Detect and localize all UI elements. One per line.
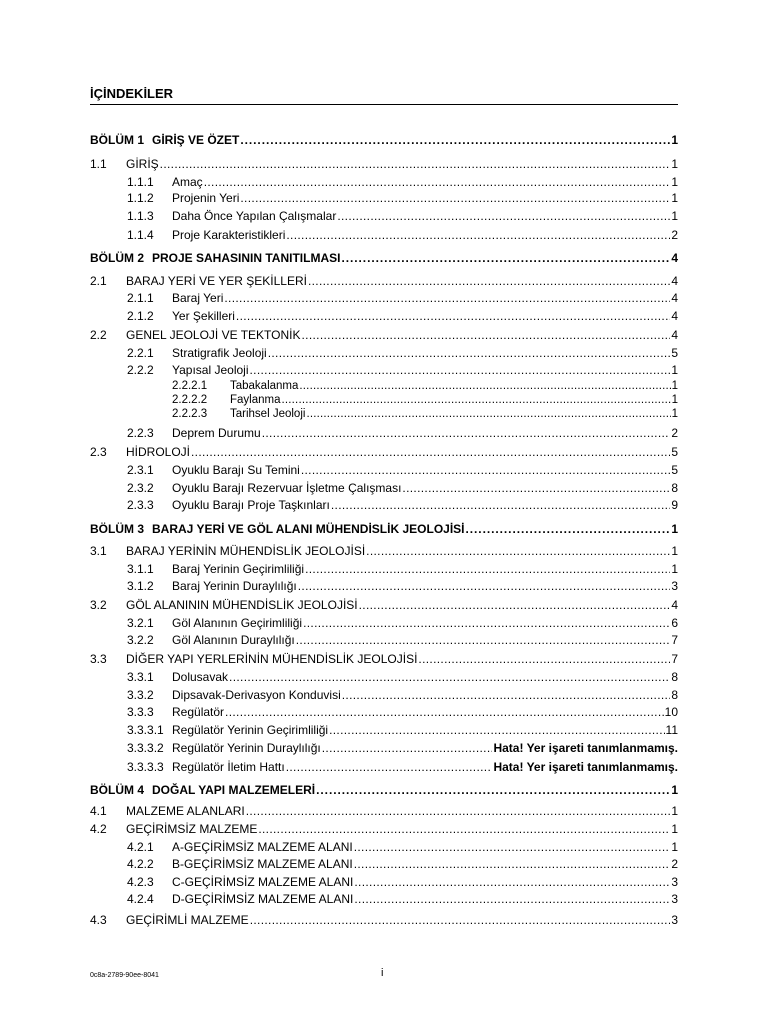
toc-entry-page: 1 (671, 191, 678, 205)
toc-entry-number: 2.2 (90, 328, 107, 342)
toc-entry-title: Baraj Yerinin Geçirimliliği (172, 562, 305, 576)
toc-entry-title: Göl Alanının Duraylılığı (172, 633, 295, 647)
toc-entry-page: 2 (671, 857, 678, 871)
toc-entry[interactable] (90, 327, 678, 343)
toc-entry-title: GEÇİRİMLİ MALZEME (126, 913, 249, 927)
toc-entry-page: 1 (671, 133, 678, 147)
dot-leader (225, 704, 664, 720)
toc-entry-title: DİĞER YAPI YERLERİNİN MÜHENDİSLİK JEOLOJİSİ (126, 652, 418, 666)
toc-entry[interactable] (90, 740, 678, 756)
toc-entry-page: 4 (671, 251, 678, 265)
dot-leader (402, 480, 670, 496)
toc-entry-title: PROJE SAHASININ TANITILMASI (152, 251, 341, 265)
toc-entry-page: 3 (671, 913, 678, 927)
dot-leader (366, 543, 670, 559)
toc-entry[interactable] (90, 856, 678, 872)
toc-entry[interactable] (90, 669, 678, 685)
title-rule (90, 104, 678, 105)
toc-entry-title: Dolusavak (172, 670, 229, 684)
toc-entry-page: 10 (664, 705, 678, 719)
dot-leader (250, 912, 671, 928)
toc-entry-page: 1 (671, 804, 678, 818)
dot-leader (191, 444, 670, 460)
toc-entry-number: 3.3.3.2 (127, 741, 164, 755)
toc-entry-number: 4.3 (90, 913, 107, 927)
toc-entry[interactable] (90, 803, 678, 819)
dot-leader (286, 227, 670, 243)
toc-entry[interactable] (90, 273, 678, 289)
toc-entry-title: Amaç (172, 175, 203, 189)
toc-entry[interactable] (90, 444, 678, 460)
toc-entry-title: Regülatör Yerinin Duraylılığı (172, 741, 321, 755)
toc-entry-page: 3 (671, 875, 678, 889)
toc-entry[interactable] (90, 912, 678, 928)
toc-entry-title: BARAJ YERİ VE GÖL ALANI MÜHENDİSLİK JEOLOJİSİ (152, 522, 465, 536)
toc-entry[interactable] (90, 759, 678, 775)
toc-entry[interactable] (90, 782, 678, 798)
toc-entry-title: Oyuklu Barajı Rezervuar İşletme Çalışması (172, 481, 402, 495)
toc-entry-title: Tarihsel Jeoloji (230, 408, 306, 420)
toc-entry-title: Yapısal Jeoloji (172, 363, 249, 377)
toc-entry-number: 3.2 (90, 598, 107, 612)
toc-entry-title: BARAJ YERİNİN MÜHENDİSLİK JEOLOJİSİ (126, 544, 366, 558)
toc-entry-title: Faylanma (230, 394, 281, 406)
toc-entry[interactable] (90, 250, 678, 266)
dot-leader (322, 740, 493, 756)
toc-entry-title: MALZEME ALANLARI (126, 804, 245, 818)
toc-entry[interactable] (90, 308, 678, 324)
toc-entry-number: 2.3.1 (127, 463, 154, 477)
toc-entry-title: GİRİŞ VE ÖZET (152, 133, 240, 147)
toc-entry[interactable] (90, 615, 678, 631)
toc-entry-title: Dipsavak-Derivasyon Konduvisi (172, 688, 341, 702)
toc-entry-title: D-GEÇİRİMSİZ MALZEME ALANI (172, 892, 354, 906)
dot-leader (240, 190, 670, 206)
toc-entry-number: BÖLÜM 4 (90, 783, 144, 797)
toc-entry[interactable] (90, 578, 678, 594)
toc-entry-page: 7 (671, 633, 678, 647)
toc-entry-number: 2.2.2.2 (172, 394, 208, 406)
toc-entry-number: 4.2.2 (127, 857, 154, 871)
toc-entry-page: 5 (671, 346, 678, 360)
dot-leader (250, 362, 671, 378)
toc-entry-page: 1 (671, 363, 678, 377)
toc-entry-page: 3 (671, 892, 678, 906)
toc-entry-number: 4.2.3 (127, 875, 154, 889)
toc-entry[interactable] (90, 704, 678, 720)
toc-entry-title: Oyuklu Barajı Proje Taşkınları (172, 498, 330, 512)
toc-entry-title: Projenin Yeri (172, 191, 240, 205)
dot-leader (302, 327, 671, 343)
dot-leader (236, 308, 670, 324)
toc-entry-number: 2.1 (90, 274, 107, 288)
dot-leader (224, 290, 670, 306)
dot-leader (331, 497, 670, 513)
toc-entry[interactable] (90, 132, 678, 148)
toc-entry-number: 4.2.1 (127, 840, 154, 854)
toc-entry-number: 3.1 (90, 544, 107, 558)
toc-entry[interactable] (90, 497, 678, 513)
toc-entry-number: 2.2.2 (127, 363, 154, 377)
toc-entry[interactable] (90, 425, 678, 441)
toc-entry-title: GEÇİRİMSİZ MALZEME (126, 822, 258, 836)
toc-entry-number: BÖLÜM 2 (90, 251, 144, 265)
toc-entry-title: A-GEÇİRİMSİZ MALZEME ALANI (172, 840, 353, 854)
toc-entry[interactable] (90, 874, 678, 890)
toc-entry-number: 1.1 (90, 157, 107, 171)
toc-entry[interactable] (90, 687, 678, 703)
dot-leader (229, 669, 670, 685)
toc-entry-title: Regülatör (172, 705, 225, 719)
dot-leader (354, 839, 671, 855)
toc-entry-page: 1 (671, 783, 678, 797)
footer-page-number: i (381, 967, 384, 979)
toc-entry-page: 1 (671, 408, 678, 420)
dot-leader (268, 345, 671, 361)
toc-entry-number: 4.1 (90, 804, 107, 818)
toc-entry[interactable] (90, 480, 678, 496)
toc-entry-title: C-GEÇİRİMSİZ MALZEME ALANI (172, 875, 354, 889)
toc-entry-title: Göl Alanının Geçirimliliği (172, 616, 303, 630)
toc-entry[interactable] (90, 462, 678, 478)
toc-entry[interactable] (90, 632, 678, 648)
toc-entry-number: 3.3.3 (127, 705, 154, 719)
toc-entry-number: 2.2.1 (127, 346, 154, 360)
toc-entry-title: Yer Şekilleri (172, 309, 235, 323)
toc-entry-page: 1 (671, 175, 678, 189)
toc-entry[interactable] (90, 290, 678, 306)
toc-entry-title: Proje Karakteristikleri (172, 228, 286, 242)
dot-leader (303, 615, 670, 631)
dot-leader (282, 394, 671, 407)
dot-leader (306, 408, 670, 421)
toc-entry-title: GENEL JEOLOJİ VE TEKTONİK (126, 328, 301, 342)
toc-entry-number: 2.3.3 (127, 498, 154, 512)
dot-leader (258, 821, 670, 837)
dot-leader (308, 273, 670, 289)
toc-entry-number: BÖLÜM 3 (90, 522, 144, 536)
toc-entry-page: 6 (671, 616, 678, 630)
dot-leader (160, 156, 671, 172)
dot-leader (286, 759, 493, 775)
toc-entry-page: 8 (671, 688, 678, 702)
toc-entry-page: 4 (671, 328, 678, 342)
dot-leader (418, 651, 670, 667)
toc-entry-page: 1 (671, 544, 678, 558)
toc-entry-number: 1.1.2 (127, 191, 154, 205)
toc-entry-title: DOĞAL YAPI MALZEMELERİ (152, 783, 316, 797)
toc-entry-page: 2 (671, 228, 678, 242)
toc-entry-page: 4 (671, 598, 678, 612)
toc-entry-number: 3.3.3.1 (127, 723, 164, 737)
dot-leader (305, 561, 670, 577)
toc-entry[interactable] (90, 722, 678, 738)
toc-entry-number: 2.2.2.1 (172, 380, 208, 392)
toc-entry-number: BÖLÜM 1 (90, 133, 144, 147)
toc-entry-title: Deprem Durumu (172, 426, 261, 440)
toc-entry-number: 3.3.1 (127, 670, 154, 684)
toc-entry-title: B-GEÇİRİMSİZ MALZEME ALANI (172, 857, 353, 871)
toc-entry[interactable] (90, 408, 678, 421)
toc-entry-title: Tabakalanma (230, 380, 299, 392)
toc-entry-number: 3.1.1 (127, 562, 154, 576)
toc-entry-number: 2.2.3 (127, 426, 154, 440)
toc-entry-number: 3.3.2 (127, 688, 154, 702)
toc-entry-number: 3.2.1 (127, 616, 154, 630)
dot-leader (299, 380, 670, 393)
dot-leader (262, 425, 671, 441)
toc-entry[interactable] (90, 561, 678, 577)
toc-entry-page: 1 (671, 157, 678, 171)
dot-leader (341, 250, 670, 266)
toc-entry[interactable] (90, 651, 678, 667)
toc-entry-title: Regülatör İletim Hattı (172, 760, 285, 774)
dot-leader (329, 722, 664, 738)
toc-entry-title: GİRİŞ (126, 157, 159, 171)
toc-entry-page: 11 (665, 723, 678, 737)
toc-entry-page: 5 (671, 463, 678, 477)
toc-entry-title: Stratigrafik Jeoloji (172, 346, 267, 360)
toc-entry-page: 9 (671, 498, 678, 512)
toc-entry[interactable] (90, 821, 678, 837)
toc-entry-page: 3 (671, 579, 678, 593)
toc-entry-number: 4.2.4 (127, 892, 154, 906)
dot-leader (342, 687, 671, 703)
toc-entry-number: 4.2 (90, 822, 107, 836)
dot-leader (359, 597, 671, 613)
toc-entry-page: 1 (671, 380, 678, 392)
toc-entry[interactable] (90, 543, 678, 559)
dot-leader (301, 462, 670, 478)
toc-entry[interactable] (90, 521, 678, 537)
toc-entry-number: 1.1.4 (127, 228, 154, 242)
toc-entry[interactable] (90, 891, 678, 907)
toc-entry-title: Daha Önce Yapılan Çalışmalar (172, 209, 337, 223)
toc-entry-page: Hata! Yer işareti tanımlanmamış. (493, 760, 678, 774)
toc-entry-number: 1.1.3 (127, 209, 154, 223)
toc-entry-number: 2.1.1 (127, 291, 154, 305)
toc-entry-page: 4 (671, 274, 678, 288)
toc-entry[interactable] (90, 362, 678, 378)
toc-entry-number: 3.3.3.3 (127, 760, 164, 774)
toc-entry[interactable] (90, 208, 678, 224)
dot-leader (298, 578, 671, 594)
toc-entry-number: 2.1.2 (127, 309, 154, 323)
dot-leader (354, 856, 671, 872)
toc-entry-number: 2.3.2 (127, 481, 154, 495)
toc-entry-page: 1 (671, 840, 678, 854)
toc-entry[interactable] (90, 227, 678, 243)
dot-leader (354, 874, 670, 890)
toc-entry-page: 2 (671, 426, 678, 440)
toc-entry-title: Oyuklu Barajı Su Temini (172, 463, 300, 477)
toc-entry-title: BARAJ YERİ VE YER ŞEKİLLERİ (126, 274, 307, 288)
toc-entry[interactable] (90, 380, 678, 393)
dot-leader (466, 521, 671, 537)
toc-entry-page: 1 (671, 822, 678, 836)
toc-entry-title: HİDROLOJİ (126, 445, 191, 459)
toc-entry-page: Hata! Yer işareti tanımlanmamış. (493, 741, 678, 755)
toc-entry-title: Baraj Yeri (172, 291, 224, 305)
toc-entry[interactable] (90, 345, 678, 361)
dot-leader (204, 174, 671, 190)
toc-entry[interactable] (90, 597, 678, 613)
toc-entry-page: 8 (671, 670, 678, 684)
toc-entry-number: 3.2.2 (127, 633, 154, 647)
toc-entry-page: 7 (671, 652, 678, 666)
toc-entry-number: 2.3 (90, 445, 107, 459)
dot-leader (246, 803, 671, 819)
dot-leader (296, 632, 671, 648)
dot-leader (354, 891, 670, 907)
toc-entry-title: Regülatör Yerinin Geçirimliliği (172, 723, 329, 737)
toc-entry-page: 4 (671, 309, 678, 323)
dot-leader (337, 208, 670, 224)
toc-entry[interactable] (90, 839, 678, 855)
toc-entry[interactable] (90, 156, 678, 172)
toc-entry-page: 1 (671, 562, 678, 576)
dot-leader (240, 132, 670, 148)
dot-leader (316, 782, 670, 798)
toc-entry[interactable] (90, 174, 678, 190)
toc-entry-page: 4 (671, 291, 678, 305)
toc-entry-number: 2.2.2.3 (172, 408, 208, 420)
toc-entry-page: 8 (671, 481, 678, 495)
toc-entry-number: 3.1.2 (127, 579, 154, 593)
toc-entry-title: GÖL ALANININ MÜHENDİSLİK JEOLOJİSİ (126, 598, 358, 612)
toc-entry-page: 5 (671, 445, 678, 459)
toc-entry-page: 1 (671, 209, 678, 223)
toc-entry[interactable] (90, 190, 678, 206)
toc-entry-page: 1 (671, 394, 678, 406)
toc-entry[interactable] (90, 394, 678, 407)
toc-entry-title: Baraj Yerinin Duraylılığı (172, 579, 297, 593)
toc-entry-number: 1.1.1 (127, 175, 154, 189)
toc-title: İÇİNDEKİLER (90, 86, 174, 101)
footer-document-id: 0c8a-2789-90ee-8041 (90, 972, 159, 979)
toc-entry-number: 3.3 (90, 652, 107, 666)
toc-entry-page: 1 (671, 522, 678, 536)
